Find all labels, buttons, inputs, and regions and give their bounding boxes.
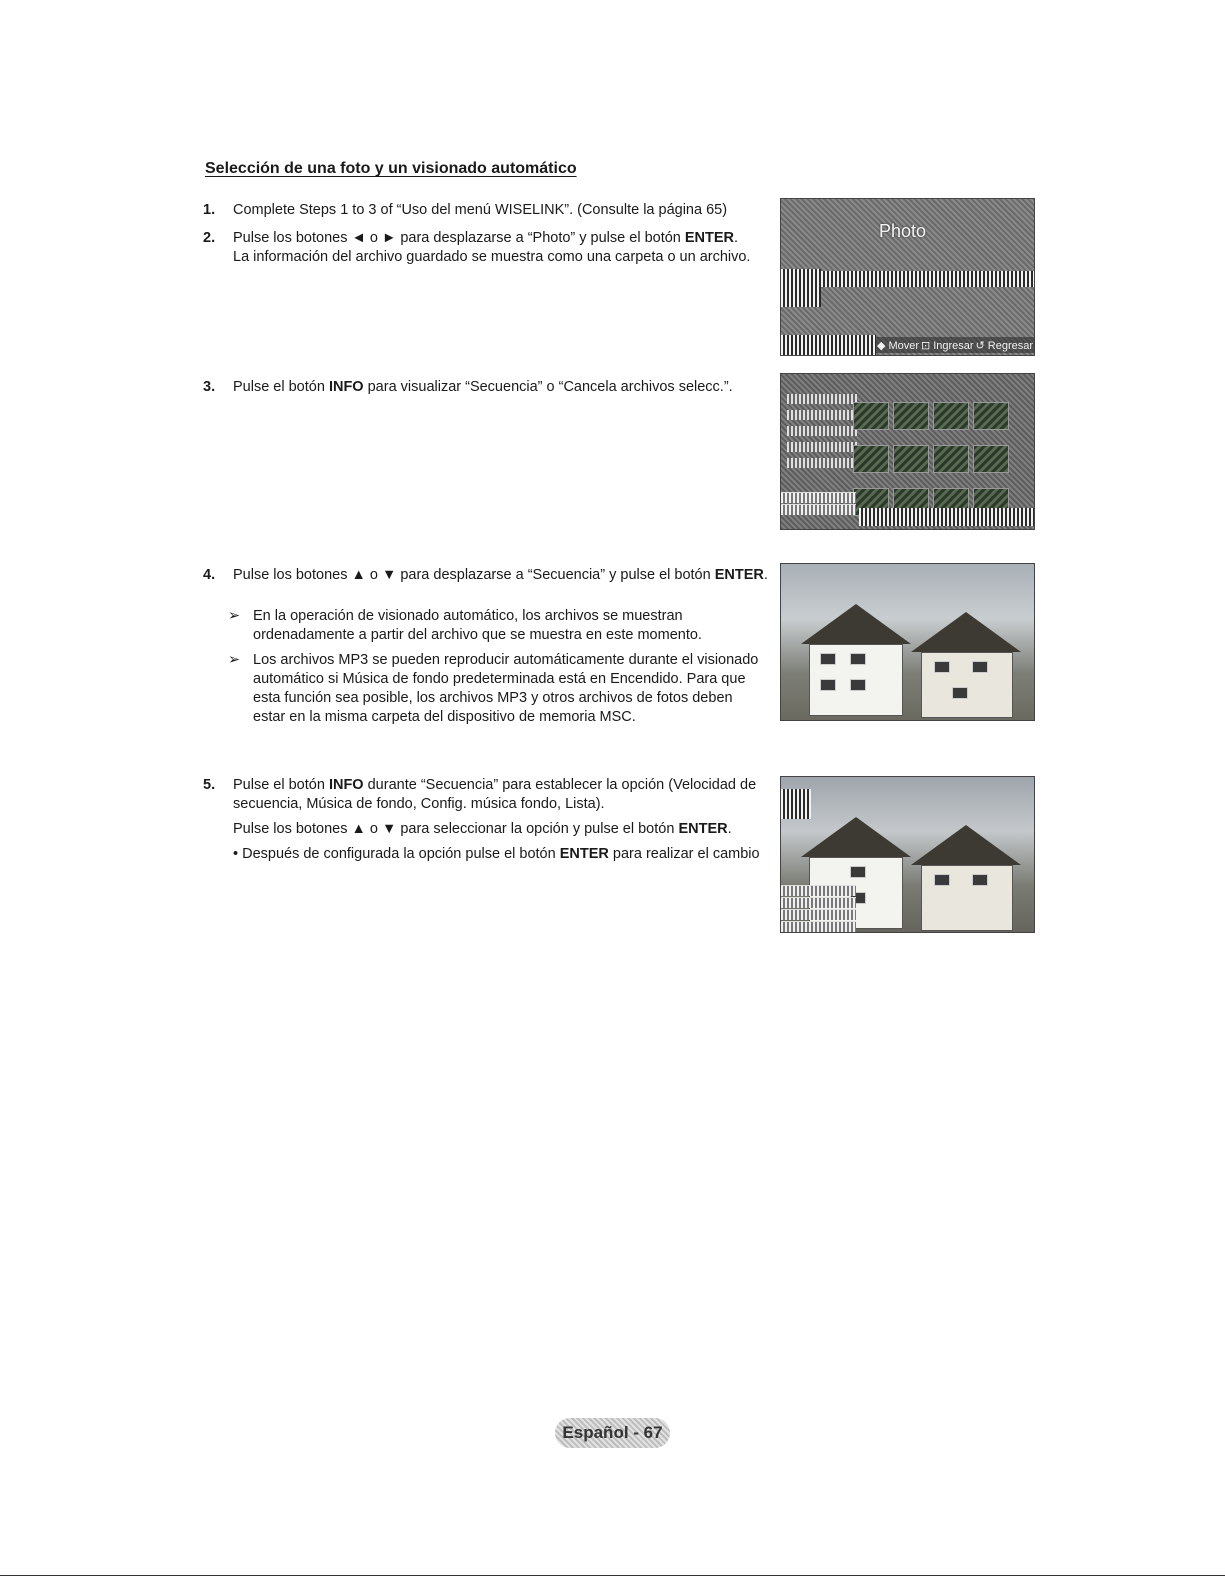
screen-band bbox=[821, 271, 1034, 287]
house bbox=[809, 644, 903, 716]
enter-key-label: ENTER bbox=[559, 846, 609, 862]
note-item bbox=[228, 651, 768, 727]
house-window bbox=[972, 874, 988, 886]
screenshot-wiselink-menu bbox=[780, 198, 1035, 356]
house-window bbox=[850, 866, 866, 878]
side-panel-row bbox=[787, 458, 857, 468]
step-subtext bbox=[233, 820, 768, 839]
house-window bbox=[952, 687, 968, 699]
enter-key-label: ENTER bbox=[714, 567, 764, 583]
return-hint: ↺ Regresar bbox=[975, 339, 1034, 352]
side-panel-row bbox=[787, 410, 857, 420]
info-menu-row bbox=[781, 504, 856, 515]
note-text: En la operación de visionado automático, los archivos se muestran ordenadamente a partir del archivo que se muestra en este momento. bbox=[253, 608, 702, 643]
side-panel-row bbox=[787, 426, 857, 436]
step-text-part: Pulse los botones ◄ o ► para desplazarse a “Photo” y pulse el botón bbox=[233, 230, 685, 246]
step-2 bbox=[203, 229, 768, 267]
step-text-part: Pulse el botón bbox=[233, 379, 329, 395]
step-text-part: . bbox=[734, 230, 739, 246]
house-roof bbox=[911, 612, 1021, 652]
house-roof bbox=[911, 825, 1021, 865]
screen-band bbox=[781, 335, 876, 356]
screen-status-bar bbox=[876, 337, 1034, 353]
photo-title: Photo bbox=[879, 221, 927, 241]
move-hint: ◆ Mover bbox=[876, 339, 920, 352]
screenshot-slideshow-options bbox=[780, 776, 1035, 933]
screen-band bbox=[781, 789, 811, 819]
side-panel-row bbox=[787, 394, 857, 404]
step-text bbox=[233, 776, 768, 814]
house-window bbox=[850, 679, 866, 691]
info-menu-row bbox=[781, 492, 856, 503]
screen-band bbox=[781, 291, 821, 307]
thumbnail bbox=[933, 402, 969, 430]
house-roof bbox=[801, 604, 911, 644]
house-window bbox=[820, 679, 836, 691]
option-menu-row bbox=[781, 897, 856, 908]
step-text-part: Pulse el botón bbox=[233, 777, 329, 793]
info-key-label: INFO bbox=[328, 777, 364, 793]
step-text bbox=[233, 566, 768, 585]
side-panel-row bbox=[787, 442, 857, 452]
step-text: Complete Steps 1 to 3 of “Uso del menú WISELINK”. (Consulte la página 65) bbox=[233, 202, 728, 218]
thumbnail bbox=[973, 445, 1009, 473]
page-heading: Selección de una foto y un visionado automático bbox=[205, 160, 577, 177]
step-number: 1. bbox=[203, 202, 216, 218]
house-window bbox=[820, 653, 836, 665]
option-menu-row bbox=[781, 885, 856, 896]
bottom-divider bbox=[0, 1575, 1225, 1576]
option-menu-row bbox=[781, 921, 856, 932]
house-window bbox=[850, 653, 866, 665]
house bbox=[921, 865, 1013, 931]
screen-band bbox=[781, 269, 821, 291]
step-4 bbox=[203, 566, 768, 727]
step-text-part: . bbox=[727, 821, 732, 837]
step-text-part: . bbox=[763, 567, 768, 583]
house-window bbox=[934, 661, 950, 673]
option-menu-row bbox=[781, 909, 856, 920]
thumbnail bbox=[893, 445, 929, 473]
step-text-part: Pulse los botones ▲ o ▼ para desplazarse a “Secuencia” y pulse el botón bbox=[233, 567, 715, 583]
enter-key-label: ENTER bbox=[678, 821, 728, 837]
house-roof bbox=[801, 817, 911, 857]
step-number: 2. bbox=[203, 230, 216, 246]
enter-key-label: ENTER bbox=[684, 230, 735, 246]
screenshot-photo-list bbox=[780, 373, 1035, 530]
thumbnail bbox=[853, 402, 889, 430]
step-text-part: • Después de configurada la opción pulse el botón bbox=[233, 846, 560, 862]
note-arrow-icon: ➢ bbox=[228, 608, 241, 624]
step-text bbox=[233, 229, 768, 248]
step-text bbox=[233, 378, 768, 397]
note-arrow-icon: ➢ bbox=[228, 652, 241, 668]
screenshot-slideshow bbox=[780, 563, 1035, 721]
step-3 bbox=[203, 378, 768, 397]
note-item bbox=[228, 607, 768, 645]
step-subtext: La información del archivo guardado se muestra como una carpeta o un archivo. bbox=[233, 249, 751, 265]
step-text-part: durante “Secuencia” para establecer la opción (Velocidad de secuencia, Música de fondo, Config. música fondo, Lista). bbox=[233, 777, 757, 812]
note-text: Los archivos MP3 se pueden reproducir automáticamente durante el visionado automático si Música de fondo predeterminada está en Encendido. Para que esta función sea posible, los archivos MP3 y otros archivos de fotos deben estar en la misma carpeta del dispositivo de memoria MSC. bbox=[253, 652, 759, 725]
thumbnail bbox=[893, 402, 929, 430]
house-window bbox=[934, 874, 950, 886]
house bbox=[921, 652, 1013, 718]
step-number: 5. bbox=[203, 777, 216, 793]
step-bullet bbox=[233, 845, 768, 864]
thumbnail bbox=[973, 402, 1009, 430]
step-1 bbox=[203, 201, 768, 220]
house-window bbox=[972, 661, 988, 673]
step-text-part: para visualizar “Secuencia” o “Cancela archivos selecc.”. bbox=[363, 379, 733, 395]
step-number: 4. bbox=[203, 567, 216, 583]
enter-hint: ⊡ Ingresar bbox=[920, 339, 974, 352]
thumbnail bbox=[933, 445, 969, 473]
step-number: 3. bbox=[203, 379, 216, 395]
thumbnail bbox=[853, 445, 889, 473]
step-5 bbox=[203, 776, 768, 864]
info-key-label: INFO bbox=[328, 379, 364, 395]
step-text-part: para realizar el cambio bbox=[608, 846, 760, 862]
screen-band bbox=[859, 508, 1034, 526]
step-text-part: Pulse los botones ▲ o ▼ para seleccionar la opción y pulse el botón bbox=[233, 821, 679, 837]
page-number-badge: Español - 67 bbox=[555, 1418, 670, 1448]
